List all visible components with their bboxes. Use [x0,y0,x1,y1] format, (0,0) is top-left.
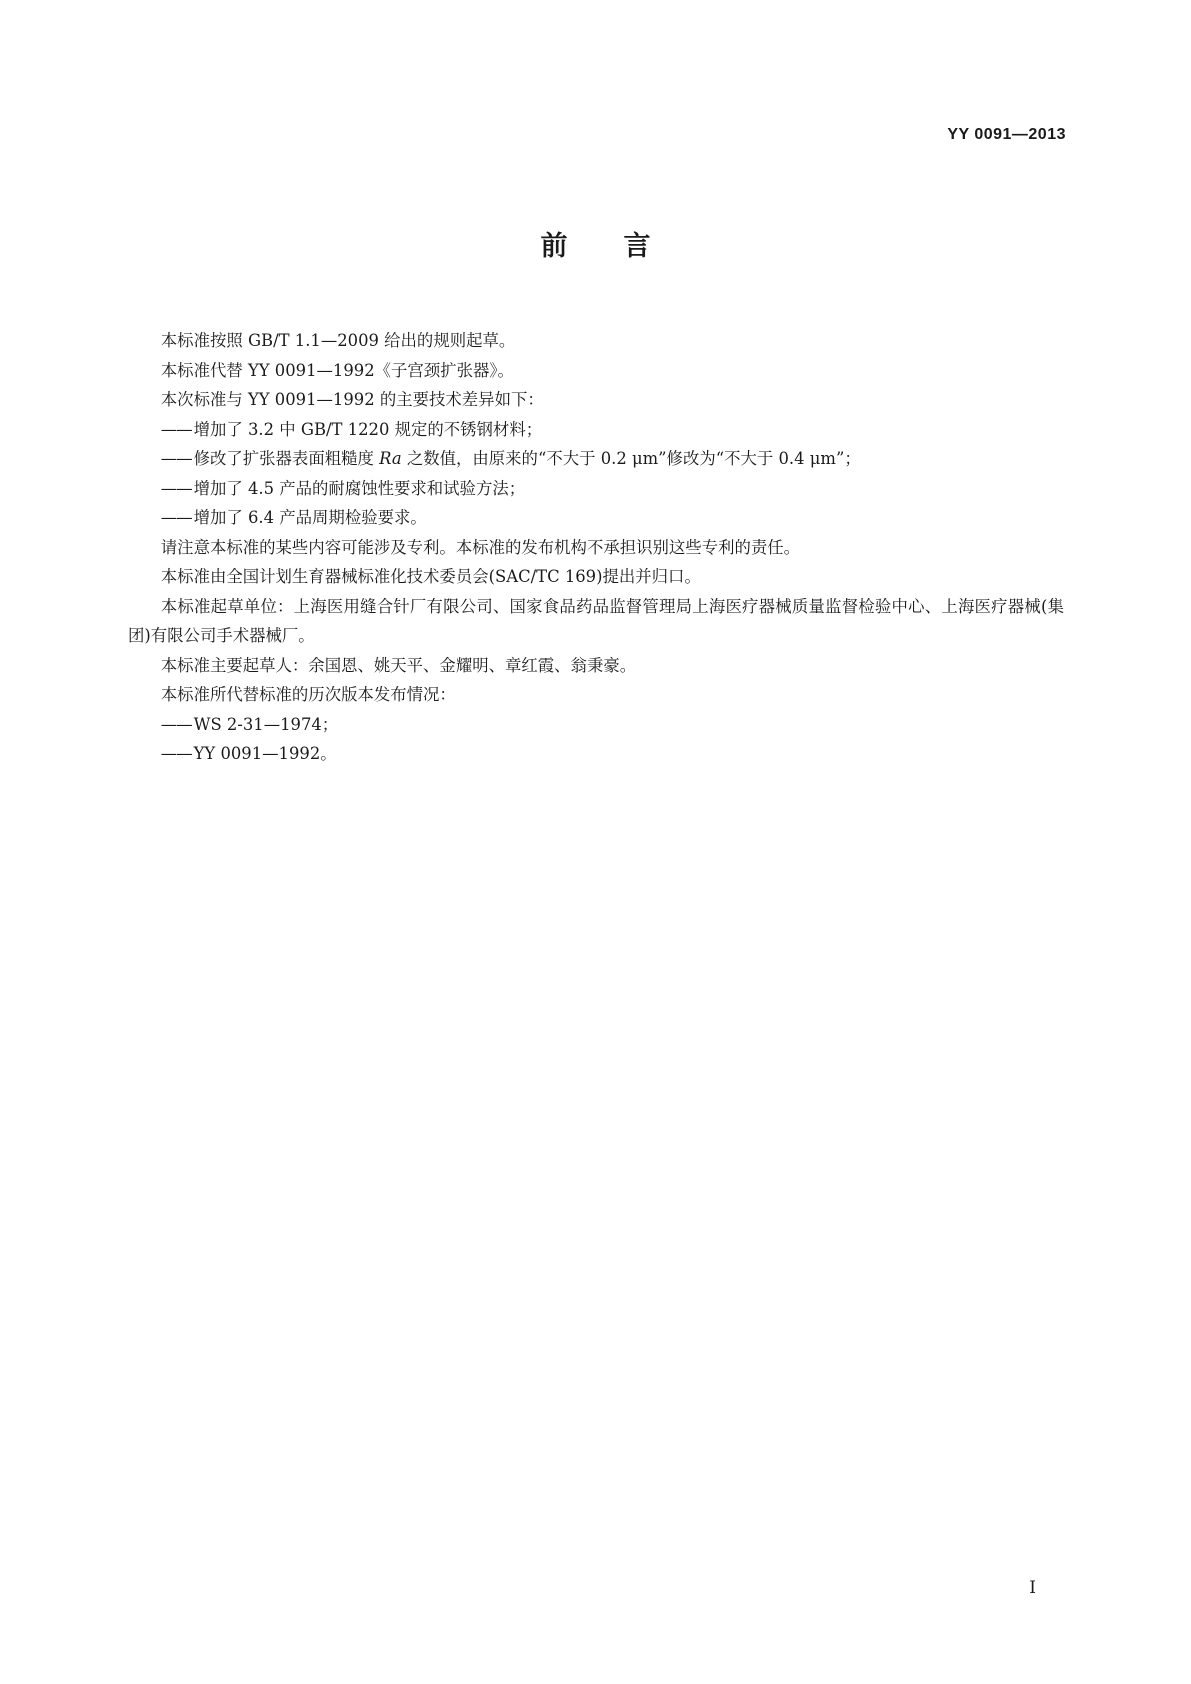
dash-mark: —— [160,714,192,734]
page-number: I [1029,1578,1036,1598]
dash-item [128,710,1064,740]
dash-mark: —— [160,508,192,527]
paragraph-previous-editions: 本标准所代替标准的历次版本发布情况： [160,685,456,704]
roughness-symbol: Ra [379,449,402,468]
dash-mark: —— [160,419,192,439]
dash-mark: —— [160,449,192,468]
dash-item-text: 增加了 3.2 中 GB/T 1220 规定的不锈钢材料； [193,419,543,439]
dash-item-text: 增加了 6.4 产品周期检验要求。 [193,508,427,527]
dash-mark: —— [160,744,192,763]
dash-item [128,444,1064,474]
document-body [128,326,1064,769]
dash-item [128,474,1064,504]
paragraph-replaces: 本标准代替 YY 0091—1992《子宫颈扩张器》。 [160,360,514,380]
paragraph-patent-notice: 请注意本标准的某些内容可能涉及专利。本标准的发布机构不承担识别这些专利的责任。 [160,537,801,557]
dash-item-text: 增加了 4.5 产品的耐腐蚀性要求和试验方法； [193,478,526,498]
standard-code: YY 0091—2013 [947,126,1066,143]
paragraph-drafting-rules: 本标准按照 GB/T 1.1—2009 给出的规则起草。 [160,331,516,350]
dash-mark: —— [160,478,192,498]
dash-item [128,503,1064,533]
paragraph-proposed-by: 本标准由全国计划生育器械标准化技术委员会(SAC/TC 169)提出并归口。 [160,567,701,586]
dash-item-text: 修改了扩张器表面粗糙度 [193,449,380,468]
paragraph-differences-intro: 本次标准与 YY 0091—1992 的主要技术差异如下： [160,390,544,409]
dash-item [128,415,1064,445]
paragraph-drafters: 本标准主要起草人：余国恩、姚天平、金耀明、章红霞、翁秉豪。 [160,655,637,675]
dash-item [128,739,1064,769]
page-title: 前言 [540,231,707,262]
dash-item-text: WS 2-31—1974； [193,714,339,734]
paragraph-drafting-units: 本标准起草单位：上海医用缝合针厂有限公司、国家食品药品监督管理局上海医疗器械质量监督检验中心、上海医疗器械(集团)有限公司手术器械厂。 [128,596,1064,645]
dash-item-text: 之数值，由原来的“不大于 0.2 μm”修改为“不大于 0.4 μm”； [401,449,861,468]
dash-item-text: YY 0091—1992。 [193,744,337,763]
